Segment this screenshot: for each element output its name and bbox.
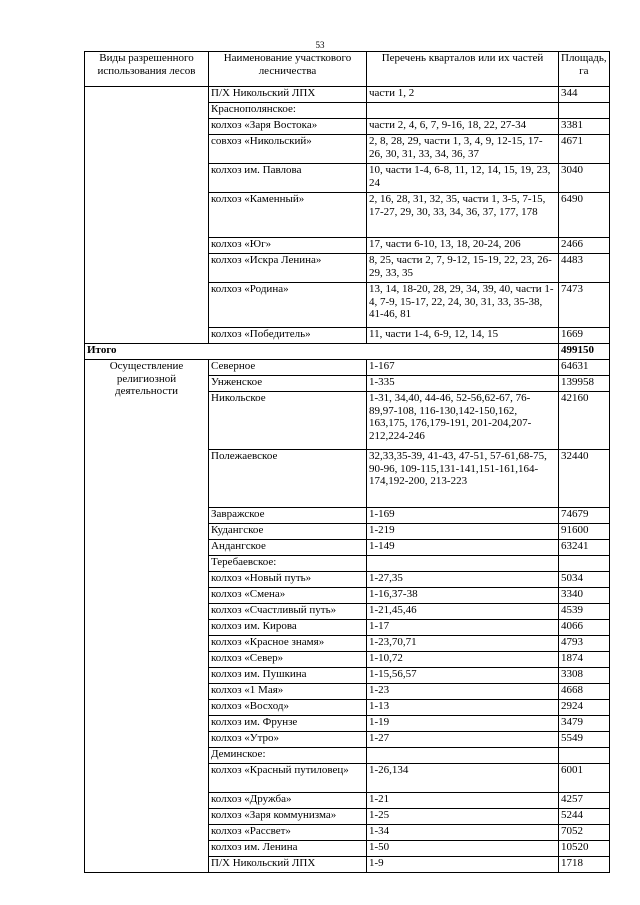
forestry-name-cell: Полежаевское bbox=[209, 450, 367, 508]
forestry-name-cell: колхоз «Юг» bbox=[209, 238, 367, 254]
forestry-name-cell: колхоз «1 Мая» bbox=[209, 684, 367, 700]
area-cell: 4671 bbox=[559, 135, 610, 164]
area-cell: 4257 bbox=[559, 793, 610, 809]
quarters-cell bbox=[367, 748, 559, 764]
forestry-name-cell: колхоз им. Фрунзе bbox=[209, 716, 367, 732]
header-row bbox=[85, 52, 610, 87]
quarters-cell bbox=[367, 103, 559, 119]
table-row bbox=[85, 87, 610, 103]
forestry-name-cell: Кудангское bbox=[209, 524, 367, 540]
quarters-cell: 32,33,35-39, 41-43, 47-51, 57-61,68-75, 90-96, 109-115,131-141,151-161,164-174,192-200, 213-223 bbox=[367, 450, 559, 508]
use-type-cell bbox=[85, 87, 209, 344]
area-cell: 91600 bbox=[559, 524, 610, 540]
forestry-name-cell: совхоз «Никольский» bbox=[209, 135, 367, 164]
forestry-name-cell: колхоз им. Пушкина bbox=[209, 668, 367, 684]
quarters-cell: 1-16,37-38 bbox=[367, 588, 559, 604]
area-cell: 32440 bbox=[559, 450, 610, 508]
forestry-name-cell: колхоз «Заря коммунизма» bbox=[209, 809, 367, 825]
area-cell: 63241 bbox=[559, 540, 610, 556]
forest-use-table bbox=[84, 51, 610, 873]
quarters-cell: 2, 16, 28, 31, 32, 35, части 1, 3-5, 7-15, 17-27, 29, 30, 33, 34, 36, 37, 177, 178 bbox=[367, 193, 559, 238]
forestry-name-cell: Теребаевское: bbox=[209, 556, 367, 572]
area-cell: 4066 bbox=[559, 620, 610, 636]
area-cell: 4539 bbox=[559, 604, 610, 620]
area-cell: 42160 bbox=[559, 392, 610, 450]
quarters-cell: 1-50 bbox=[367, 841, 559, 857]
forestry-name-cell: П/Х Никольский ЛПХ bbox=[209, 857, 367, 873]
area-cell: 5244 bbox=[559, 809, 610, 825]
forestry-name-cell: колхоз «Искра Ленина» bbox=[209, 254, 367, 283]
area-cell: 3040 bbox=[559, 164, 610, 193]
area-cell: 139958 bbox=[559, 376, 610, 392]
quarters-cell: 1-149 bbox=[367, 540, 559, 556]
quarters-cell: 1-34 bbox=[367, 825, 559, 841]
header-use-type: Виды разрешенного использования лесов bbox=[85, 52, 209, 87]
forestry-name-cell: колхоз «Утро» bbox=[209, 732, 367, 748]
quarters-cell: 1-25 bbox=[367, 809, 559, 825]
quarters-cell: 1-17 bbox=[367, 620, 559, 636]
quarters-cell: 1-169 bbox=[367, 508, 559, 524]
table-row bbox=[85, 360, 610, 376]
header-quarters: Перечень кварталов или их частей bbox=[367, 52, 559, 87]
forestry-name-cell: колхоз «Север» bbox=[209, 652, 367, 668]
area-cell: 4793 bbox=[559, 636, 610, 652]
quarters-cell: 8, 25, части 2, 7, 9-12, 15-19, 22, 23, 26-29, 33, 35 bbox=[367, 254, 559, 283]
total-value: 499150 bbox=[559, 344, 610, 360]
forestry-name-cell: Унженское bbox=[209, 376, 367, 392]
quarters-cell: 1-27,35 bbox=[367, 572, 559, 588]
forestry-name-cell: колхоз «Победитель» bbox=[209, 328, 367, 344]
area-cell: 74679 bbox=[559, 508, 610, 524]
area-cell: 5549 bbox=[559, 732, 610, 748]
area-cell: 1669 bbox=[559, 328, 610, 344]
forestry-name-cell: колхоз «Родина» bbox=[209, 283, 367, 328]
total-row bbox=[85, 344, 610, 360]
quarters-cell: 1-15,56,57 bbox=[367, 668, 559, 684]
quarters-cell: 1-21 bbox=[367, 793, 559, 809]
area-cell: 1874 bbox=[559, 652, 610, 668]
quarters-cell: 11, части 1-4, 6-9, 12, 14, 15 bbox=[367, 328, 559, 344]
forestry-name-cell: колхоз им. Павлова bbox=[209, 164, 367, 193]
header-area: Площадь, га bbox=[559, 52, 610, 87]
area-cell bbox=[559, 556, 610, 572]
header-forestry-name: Наименование участкового лесничества bbox=[209, 52, 367, 87]
forestry-name-cell: колхоз «Заря Востока» bbox=[209, 119, 367, 135]
quarters-cell: 1-9 bbox=[367, 857, 559, 873]
quarters-cell: 1-167 bbox=[367, 360, 559, 376]
forestry-name-cell: колхоз «Красное знамя» bbox=[209, 636, 367, 652]
total-label: Итого bbox=[85, 344, 559, 360]
quarters-cell: 1-31, 34,40, 44-46, 52-56,62-67, 76-89,97-108, 116-130,142-150,162, 163,175, 176,179-191, 201-204,207-212,224-246 bbox=[367, 392, 559, 450]
area-cell: 1718 bbox=[559, 857, 610, 873]
area-cell: 3340 bbox=[559, 588, 610, 604]
forestry-name-cell: колхоз «Рассвет» bbox=[209, 825, 367, 841]
forestry-name-cell: колхоз «Каменный» bbox=[209, 193, 367, 238]
quarters-cell: 1-10,72 bbox=[367, 652, 559, 668]
forestry-name-cell: колхоз «Дружба» bbox=[209, 793, 367, 809]
area-cell: 6001 bbox=[559, 764, 610, 793]
forestry-name-cell: П/Х Никольский ЛПХ bbox=[209, 87, 367, 103]
forestry-name-cell: колхоз «Новый путь» bbox=[209, 572, 367, 588]
forestry-name-cell: колхоз «Восход» bbox=[209, 700, 367, 716]
area-cell: 4483 bbox=[559, 254, 610, 283]
quarters-cell: 1-21,45,46 bbox=[367, 604, 559, 620]
forestry-name-cell: колхоз «Красный путиловец» bbox=[209, 764, 367, 793]
area-cell bbox=[559, 748, 610, 764]
quarters-cell: 13, 14, 18-20, 28, 29, 34, 39, 40, части 1-4, 7-9, 15-17, 22, 24, 30, 31, 33, 35-38, 41-46, 81 bbox=[367, 283, 559, 328]
area-cell: 2924 bbox=[559, 700, 610, 716]
quarters-cell: 17, части 6-10, 13, 18, 20-24, 206 bbox=[367, 238, 559, 254]
quarters-cell bbox=[367, 556, 559, 572]
quarters-cell: 1-19 bbox=[367, 716, 559, 732]
area-cell: 344 bbox=[559, 87, 610, 103]
forestry-name-cell: Никольское bbox=[209, 392, 367, 450]
quarters-cell: части 1, 2 bbox=[367, 87, 559, 103]
forestry-name-cell: колхоз «Смена» bbox=[209, 588, 367, 604]
use-type-cell: Осуществление религиозной деятельности bbox=[85, 360, 209, 873]
forestry-name-cell: Краснополянское: bbox=[209, 103, 367, 119]
area-cell: 10520 bbox=[559, 841, 610, 857]
forestry-name-cell: колхоз им. Кирова bbox=[209, 620, 367, 636]
quarters-cell: 2, 8, 28, 29, части 1, 3, 4, 9, 12-15, 17-26, 30, 31, 33, 34, 36, 37 bbox=[367, 135, 559, 164]
forestry-name-cell: Деминское: bbox=[209, 748, 367, 764]
quarters-cell: 10, части 1-4, 6-8, 11, 12, 14, 15, 19, 23, 24 bbox=[367, 164, 559, 193]
page-number: 53 bbox=[315, 40, 325, 50]
area-cell: 3479 bbox=[559, 716, 610, 732]
area-cell: 3381 bbox=[559, 119, 610, 135]
forestry-name-cell: Андангское bbox=[209, 540, 367, 556]
area-cell: 4668 bbox=[559, 684, 610, 700]
quarters-cell: 1-23,70,71 bbox=[367, 636, 559, 652]
area-cell: 2466 bbox=[559, 238, 610, 254]
area-cell: 6490 bbox=[559, 193, 610, 238]
quarters-cell: части 2, 4, 6, 7, 9-16, 18, 22, 27-34 bbox=[367, 119, 559, 135]
area-cell: 7052 bbox=[559, 825, 610, 841]
forestry-name-cell: Северное bbox=[209, 360, 367, 376]
quarters-cell: 1-13 bbox=[367, 700, 559, 716]
quarters-cell: 1-219 bbox=[367, 524, 559, 540]
quarters-cell: 1-23 bbox=[367, 684, 559, 700]
forestry-name-cell: колхоз «Счастливый путь» bbox=[209, 604, 367, 620]
forestry-name-cell: колхоз им. Ленина bbox=[209, 841, 367, 857]
area-cell: 3308 bbox=[559, 668, 610, 684]
table-body bbox=[85, 52, 610, 873]
quarters-cell: 1-26,134 bbox=[367, 764, 559, 793]
area-cell: 7473 bbox=[559, 283, 610, 328]
area-cell: 5034 bbox=[559, 572, 610, 588]
quarters-cell: 1-27 bbox=[367, 732, 559, 748]
area-cell: 64631 bbox=[559, 360, 610, 376]
quarters-cell: 1-335 bbox=[367, 376, 559, 392]
forestry-name-cell: Завражское bbox=[209, 508, 367, 524]
area-cell bbox=[559, 103, 610, 119]
